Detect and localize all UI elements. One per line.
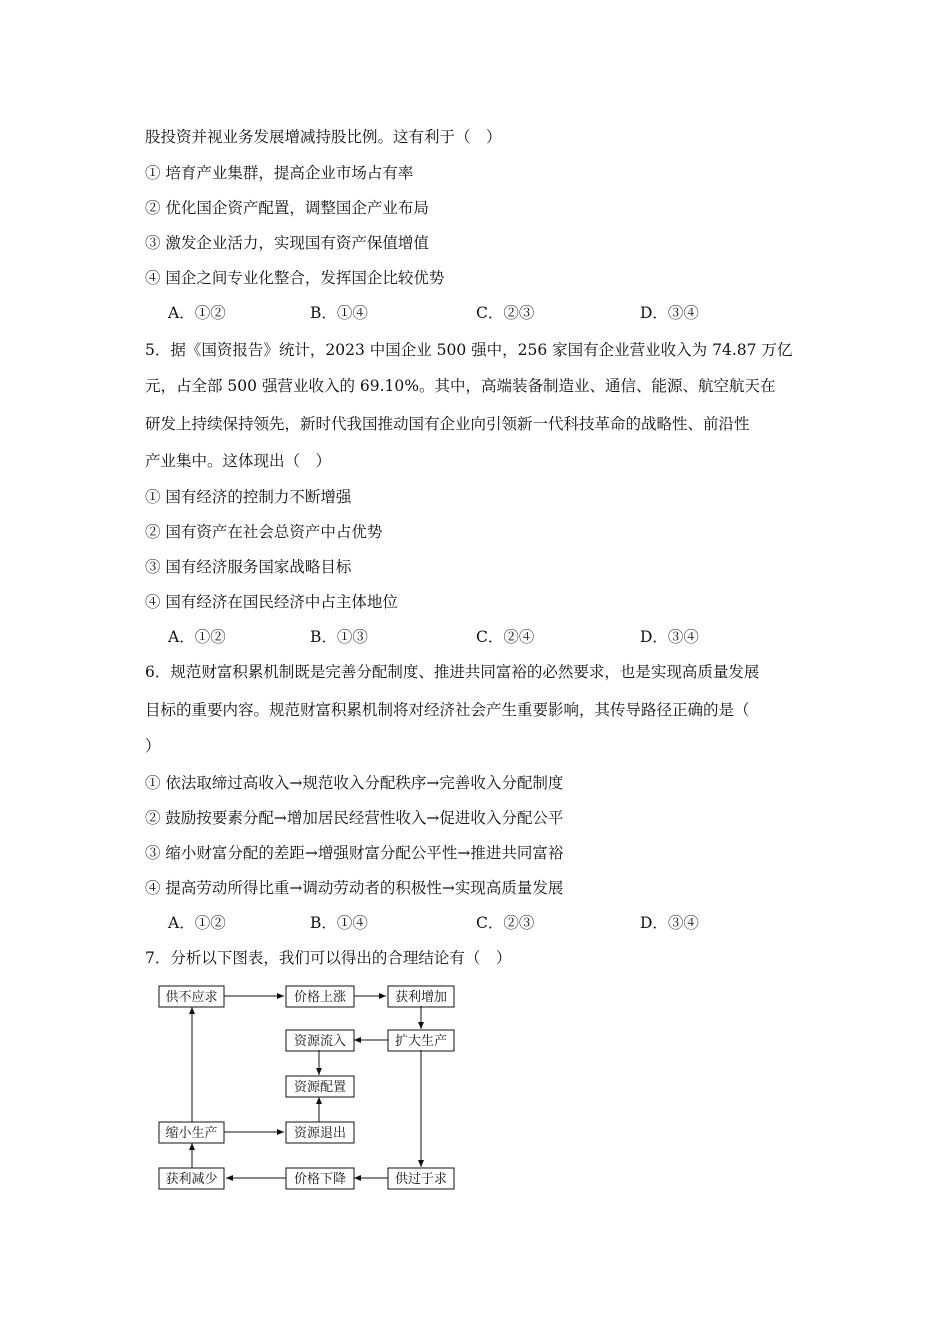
q5-option-b[interactable]: B．①③ xyxy=(310,628,368,646)
q6-item-4: ④ 提高劳动所得比重→调动劳动者的积极性→实现高质量发展 xyxy=(145,879,564,897)
market-flow-diagram xyxy=(150,980,470,1200)
q4-item-4: ④ 国企之间专业化整合，发挥国企比较优势 xyxy=(145,269,445,287)
q4-stem: 股投资并视业务发展增减持股比例。这有利于（ ） xyxy=(145,128,502,146)
q5-item-1: ① 国有经济的控制力不断增强 xyxy=(145,488,352,506)
q4-option-b[interactable]: B．①④ xyxy=(310,304,368,322)
label-allocation: 资源配置 xyxy=(293,1080,347,1095)
q6-stem-line-3: ） xyxy=(145,737,161,755)
q6-option-a[interactable]: A．①② xyxy=(168,914,226,932)
q5-option-a[interactable]: A．①② xyxy=(168,628,226,646)
q4-option-d[interactable]: D．③④ xyxy=(640,304,699,322)
label-outflow: 资源退出 xyxy=(293,1126,347,1141)
q6-option-d[interactable]: D．③④ xyxy=(640,914,699,932)
label-inflow: 资源流入 xyxy=(293,1034,347,1049)
q4-options xyxy=(168,302,728,324)
q4-option-c[interactable]: C．②③ xyxy=(476,304,535,322)
q5-item-3: ③ 国有经济服务国家战略目标 xyxy=(145,558,352,576)
q4-item-1: ① 培育产业集群，提高企业市场占有率 xyxy=(145,164,414,182)
q5-stem-line-1: 5．据《国资报告》统计，2023 中国企业 500 强中，256 家国有企业营业收入为 74.87 万亿 xyxy=(145,341,793,359)
q5-option-c[interactable]: C．②④ xyxy=(476,628,535,646)
label-oversupply: 供过于求 xyxy=(394,1172,448,1187)
q6-stem-line-1: 6．规范财富积累机制既是完善分配制度、推进共同富裕的必然要求，也是实现高质量发展 xyxy=(145,663,760,681)
q6-stem-line-2: 目标的重要内容。规范财富积累机制将对经济社会产生重要影响，其传导路径正确的是（ xyxy=(145,701,750,719)
q4-item-2: ② 优化国企资产配置，调整国企产业布局 xyxy=(145,199,429,217)
label-expand: 扩大生产 xyxy=(394,1034,448,1049)
q4-item-3: ③ 激发企业活力，实现国有资产保值增值 xyxy=(145,234,429,252)
label-supply-short: 供不应求 xyxy=(165,990,218,1005)
label-shrink: 缩小生产 xyxy=(165,1126,218,1141)
q5-item-2: ② 国有资产在社会总资产中占优势 xyxy=(145,523,383,541)
q6-item-3: ③ 缩小财富分配的差距→增强财富分配公平性→推进共同富裕 xyxy=(145,844,564,862)
label-price-up: 价格上涨 xyxy=(293,990,347,1005)
q6-option-c[interactable]: C．②③ xyxy=(476,914,535,932)
label-profit-down: 获利减少 xyxy=(165,1172,218,1187)
q5-stem-line-3: 研发上持续保持领先，新时代我国推动国有企业向引领新一代科技革命的战略性、前沿性 xyxy=(145,415,750,433)
q5-stem-line-4: 产业集中。这体现出（ ） xyxy=(145,452,332,470)
q4-option-a[interactable]: A．①② xyxy=(168,304,226,322)
q5-stem-line-2: 元，占全部 500 强营业收入的 69.10%。其中，高端装备制造业、通信、能源、航空航天在 xyxy=(145,377,776,395)
label-price-down: 价格下降 xyxy=(293,1172,347,1187)
q5-option-d[interactable]: D．③④ xyxy=(640,628,699,646)
q6-item-2: ② 鼓励按要素分配→增加居民经营性收入→促进收入分配公平 xyxy=(145,809,564,827)
q6-options xyxy=(168,912,728,934)
label-profit-up: 获利增加 xyxy=(394,990,448,1005)
q5-options xyxy=(168,626,728,648)
q5-item-4: ④ 国有经济在国民经济中占主体地位 xyxy=(145,593,398,611)
q7-stem: 7．分析以下图表，我们可以得出的合理结论有（ ） xyxy=(145,949,512,967)
q6-option-b[interactable]: B．①④ xyxy=(310,914,368,932)
q6-item-1: ① 依法取缔过高收入→规范收入分配秩序→完善收入分配制度 xyxy=(145,774,564,792)
